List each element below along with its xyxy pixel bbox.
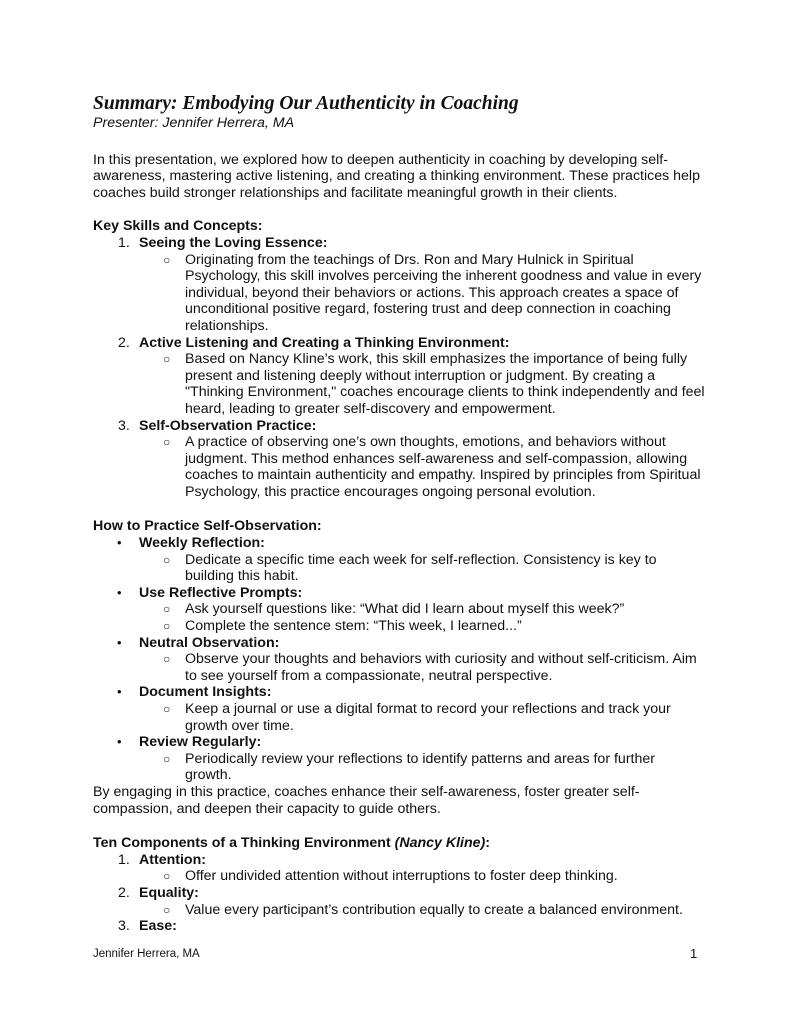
hollow-bullet-icon: ○ (163, 619, 171, 634)
heading-main-text: Ten Components of a Thinking Environment (93, 835, 395, 852)
heading-colon: : (485, 835, 491, 852)
intro-paragraph: In this presentation, we explored how to deepen authenticity in coaching by developing self-awareness, mastering active listening, and creating a thinking environment. These practices help coaches build stronger relationships and facilitate meaningful growth in their clients. (93, 151, 700, 201)
heading-author: (Nancy Kline) (394, 835, 486, 852)
hollow-bullet-icon: ○ (163, 352, 171, 367)
page-content (93, 93, 705, 935)
sub-list (139, 751, 705, 784)
presenter-line: Presenter: Jennifer Herrera, MA (93, 115, 295, 131)
sub-item (139, 601, 705, 618)
list-number: 1. (118, 234, 130, 251)
sub-item-text: Periodically review your reflections to identify patterns and areas for further growth. (185, 750, 655, 784)
practice-item (93, 635, 705, 685)
sub-item (139, 701, 705, 734)
sub-item-text: Complete the sentence stem: “This week, I learned...” (185, 618, 522, 635)
practice-label: Use Reflective Prompts: (139, 584, 303, 601)
hollow-bullet-icon: ○ (163, 252, 171, 267)
sub-item-text: Value every participant’s contribution equally to create a balanced environment. (185, 901, 683, 918)
sub-list (139, 351, 705, 417)
component-label: Attention: (139, 851, 206, 868)
key-skill-label: Self-Observation Practice: (139, 417, 317, 434)
key-skill-label: Seeing the Loving Essence: (139, 234, 328, 251)
component-item (93, 918, 705, 935)
practice-heading: How to Practice Self-Observation: (93, 518, 322, 535)
sub-list (139, 868, 705, 885)
page-number: 1 (690, 946, 698, 961)
practice-item (93, 535, 705, 585)
sub-item-text: Based on Nancy Kline’s work, this skill emphasizes the importance of being fully present and listening deeply without interruption or judgment. By creating a "Thinking Environment," coaches encourage clients to think independently and feel heard, leading to greater self-discovery and empowerment. (185, 351, 705, 417)
sub-item-text: Originating from the teachings of Drs. Ron and Mary Hulnick in Spiritual Psychology, this skill involves perceiving the inherent goodness and value in every individual, beyond their behaviors or actions. This approach creates a space of unconditional positive regard, fostering trust and deep connection in coaching relationships. (185, 251, 702, 334)
sub-item-text: A practice of observing one’s own thoughts, emotions, and behaviors without judgment. This method enhances self-awareness and self-compassion, allowing coaches to maintain authenticity and empathy. Inspired by principles from Spiritual Psychology, this practice encourages ongoing personal evolution. (185, 434, 701, 500)
hollow-bullet-icon: ○ (163, 902, 171, 917)
key-skill-label: Active Listening and Creating a Thinking Environment: (139, 334, 510, 351)
key-skill-item (93, 335, 705, 418)
list-number: 2. (118, 884, 130, 901)
hollow-bullet-icon: ○ (163, 702, 171, 716)
sub-item-text: Observe your thoughts and behaviors with curiosity and without self-criticism. Aim to see yourself from a compassionate, neutral perspective. (185, 651, 697, 684)
hollow-bullet-icon: ○ (163, 435, 171, 450)
practice-label: Weekly Reflection: (139, 535, 265, 552)
bullet-icon: • (117, 634, 122, 650)
hollow-bullet-icon: ○ (163, 652, 171, 667)
bullet-icon: • (117, 684, 122, 700)
sub-item (139, 751, 705, 784)
document-title: Summary: Embodying Our Authenticity in Coaching (93, 93, 519, 114)
component-item (93, 852, 705, 885)
key-skill-item (93, 235, 705, 335)
sub-list (139, 434, 705, 500)
sub-item (139, 902, 705, 919)
sub-list (139, 902, 705, 919)
practice-item (93, 585, 705, 635)
list-number: 1. (118, 851, 130, 868)
component-label: Equality: (139, 884, 199, 901)
sub-item (139, 252, 705, 335)
sub-list (139, 252, 705, 335)
sub-item (139, 552, 705, 585)
key-skills-list (93, 235, 705, 501)
practice-list (93, 535, 705, 784)
list-number: 2. (118, 334, 130, 351)
practice-item (93, 684, 705, 734)
ten-components-heading (93, 835, 705, 852)
practice-label: Document Insights: (139, 684, 272, 701)
sub-list (139, 651, 705, 684)
sub-list (139, 552, 705, 585)
practice-item (93, 734, 705, 784)
bullet-icon: • (117, 584, 122, 600)
key-skills-heading: Key Skills and Concepts: (93, 218, 263, 235)
footer-author: Jennifer Herrera, MA (93, 948, 200, 960)
hollow-bullet-icon: ○ (163, 869, 171, 884)
component-label: Ease: (139, 918, 177, 935)
sub-item (139, 351, 705, 417)
list-number: 3. (118, 918, 130, 935)
component-item (93, 885, 705, 918)
sub-item (139, 651, 705, 684)
practice-closing: By engaging in this practice, coaches enhance their self-awareness, foster greater self-compassion, and deepen their capacity to guide others. (93, 783, 640, 817)
sub-item (139, 434, 705, 500)
practice-label: Neutral Observation: (139, 634, 280, 651)
bullet-icon: • (117, 535, 122, 551)
bullet-icon: • (117, 734, 122, 750)
sub-list (139, 601, 705, 634)
ten-components-list (93, 852, 705, 935)
sub-item (139, 868, 705, 885)
sub-item (139, 618, 705, 635)
sub-item-text: Dedicate a specific time each week for self-reflection. Consistency is key to building this habit. (185, 551, 657, 585)
key-skill-item (93, 418, 705, 501)
sub-list (139, 701, 705, 734)
sub-item-text: Keep a journal or use a digital format to record your reflections and track your growth over time. (185, 701, 671, 734)
sub-item-text: Offer undivided attention without interruptions to foster deep thinking. (185, 868, 618, 885)
sub-item-text: Ask yourself questions like: “What did I learn about myself this week?” (185, 601, 625, 618)
hollow-bullet-icon: ○ (163, 602, 171, 617)
hollow-bullet-icon: ○ (163, 751, 171, 766)
practice-label: Review Regularly: (139, 734, 262, 751)
hollow-bullet-icon: ○ (163, 552, 171, 567)
list-number: 3. (118, 417, 130, 434)
